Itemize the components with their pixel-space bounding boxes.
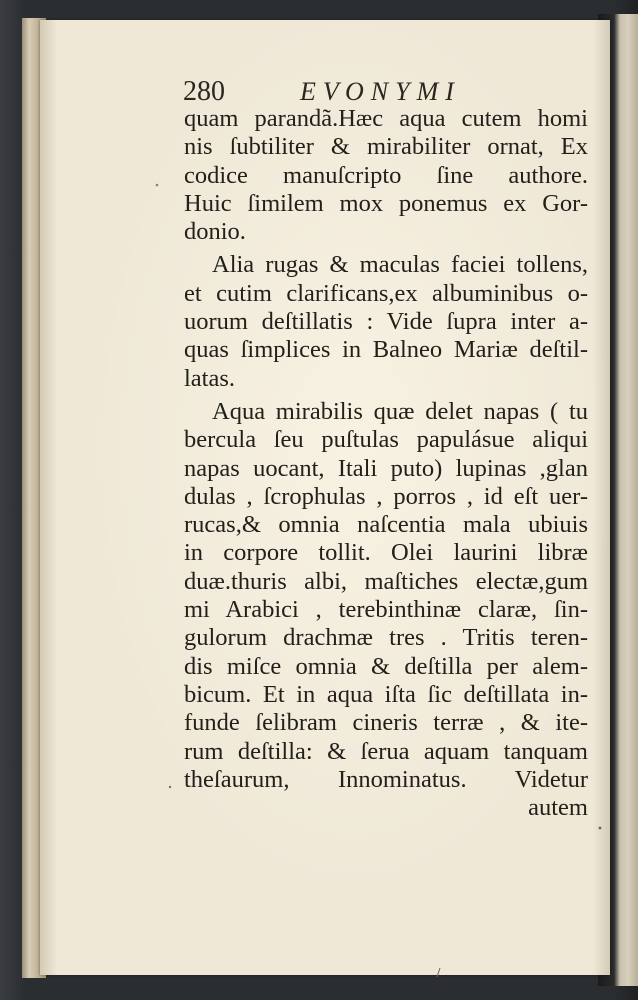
text-line: dis miſce omnia & deſtilla per alem- bbox=[184, 652, 588, 680]
catchword: autem bbox=[528, 794, 588, 822]
text-line: napas uocant, Itali puto) lupinas ,glan bbox=[184, 454, 588, 482]
running-title: EVONYMI bbox=[300, 77, 461, 106]
text-line: rum deſtilla: & ſerua aquam tanquam bbox=[184, 737, 588, 765]
text-line: quam parandã.Hæc aqua cutem homi bbox=[184, 105, 588, 132]
text-line: funde ſelibram cineris terræ , & ite- bbox=[184, 709, 588, 737]
text-line: bercula ſeu puſtulas papulásue aliqui bbox=[184, 426, 588, 454]
text-line: nis ſubtiliter & mirabiliter ornat, Ex bbox=[184, 133, 588, 161]
text-line: et cutim clarificans,ex albuminibus o- bbox=[184, 279, 588, 307]
text-line: codice manuſcripto ſine authore. bbox=[184, 161, 588, 189]
text-line: Alia rugas & maculas faciei tollens, bbox=[212, 251, 588, 279]
text-line: Huic ſimilem mox ponemus ex Gor- bbox=[184, 189, 588, 217]
page-number: 280 bbox=[183, 76, 225, 107]
text-line: mi Arabici , terebinthinæ claræ, ſin- bbox=[184, 596, 588, 624]
text-line: duæ.thuris albi, maſtiches electæ,gum bbox=[184, 567, 588, 595]
text-line: uorum deſtillatis : Vide ſupra inter a- bbox=[184, 308, 588, 336]
text-line: in corpore tollit. Olei laurini libræ bbox=[184, 539, 588, 567]
text-line: rucas,& omnia naſcentia mala ubiuis bbox=[184, 511, 588, 539]
text-line: donio. bbox=[184, 218, 246, 246]
text-line: quas ſimplices in Balneo Mariæ deſtil- bbox=[184, 336, 588, 364]
text-line: theſaurum, Innominatus. Videtur bbox=[184, 765, 588, 793]
text-line: gulorum drachmæ tres . Tritis teren- bbox=[184, 624, 588, 652]
text-line: dulas , ſcrophulas , porros , id eſt uer- bbox=[184, 482, 588, 510]
text-line: Aqua mirabilis quæ delet napas ( tu bbox=[212, 397, 588, 425]
text-line: latas. bbox=[184, 364, 236, 392]
text-line: bicum. Et in aqua iſta ſic deſtillata in- bbox=[184, 680, 588, 708]
body-text bbox=[184, 105, 588, 822]
